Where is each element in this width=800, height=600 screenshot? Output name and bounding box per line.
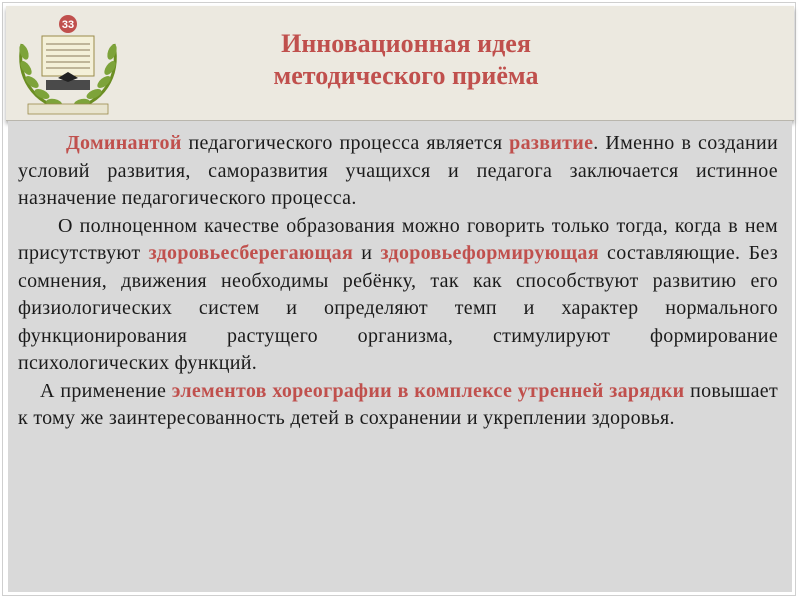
school-emblem-icon bbox=[12, 14, 124, 118]
text-segment: педагогического процесса является bbox=[181, 132, 510, 154]
logo-number: 33 bbox=[61, 19, 75, 31]
text-segment: . Именно в создании условий развития, саморазвития учащихся и педагога заключается истинное назначение педагогического процесса. bbox=[18, 132, 778, 209]
highlight-health-saving: здоровьесберегающая bbox=[148, 242, 354, 264]
text-segment: составляющие. Без сомнения, движения необходимы ребёнку, так как способствуют развитию его физиологических систем и определяют темп и характер нормального функционирования растущего организма, стимулируют формирование психологических функций. bbox=[18, 242, 778, 374]
highlight-development: развитие bbox=[509, 132, 594, 154]
body-text bbox=[18, 130, 778, 433]
text-segment: и bbox=[353, 242, 381, 264]
title-line-2: методического приёма bbox=[273, 61, 539, 90]
text-segment: повышает к тому же заинтересованность детей в сохранении и укреплении здоровья. bbox=[18, 379, 778, 429]
paragraph-3 bbox=[18, 378, 778, 433]
paragraph-1 bbox=[18, 130, 778, 213]
highlight-choreography: элементов хореографии в комплексе утренней зарядки bbox=[171, 379, 685, 402]
highlight-dominant: Доминантой bbox=[66, 132, 182, 154]
highlight-health-forming: здоровьеформирующая bbox=[380, 242, 599, 264]
page-title bbox=[156, 28, 656, 92]
paragraph-2 bbox=[18, 213, 778, 378]
content-panel bbox=[8, 121, 792, 592]
slide-header bbox=[6, 6, 794, 121]
title-line-1: Инновационная идея bbox=[281, 29, 531, 58]
text-segment: А применение bbox=[40, 379, 172, 402]
text-segment: О полноценном качестве образования можно говорить только тогда, когда в нем присутствуют bbox=[18, 214, 778, 264]
